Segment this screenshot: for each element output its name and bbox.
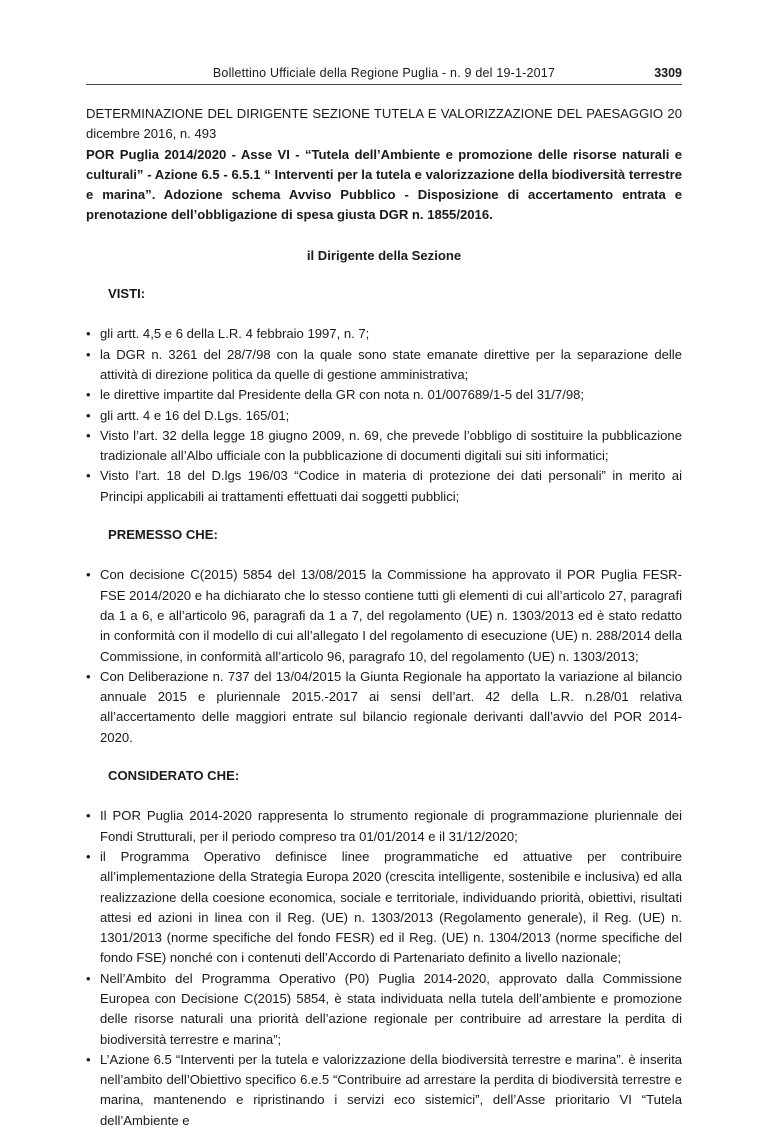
section-label-considerato: CONSIDERATO CHE: [108,768,240,784]
document-body [86,104,682,1131]
page-header [86,60,682,86]
section-label-visti: VISTI: [108,286,146,302]
premesso-list [86,565,682,748]
signatory-title: il Dirigente della Sezione [306,247,462,263]
list-item: • gli artt. 4 e 16 del D.Lgs. 165/01; [86,406,682,426]
list-item: • il Programma Operativo definisce linee programmatiche ed attuative per contribuire all’implementazione della Strategia Europa 2020 (crescita intelligente, sostenibile e inclusiva) ed alla realizzazione della coesione economica, sociale e territoriale, individuando priorità, obiettivi, risultati attesi ed azioni in linea con il Reg. (UE) n. 1303/2013 (Regolamento generale), il Reg. (UE) n. 1301/2013 (norme specifiche del fondo FESR) ed il Reg. (UE) n. 1304/2013 (norme specifiche del fondo FSE) nonché con i contenuti dell’Accordo di Partenariato definito a livello nazionale; [86,847,682,969]
list-item: • la DGR n. 3261 del 28/7/98 con la quale sono state emanate direttive per la separazione delle attività di direzione politica da quelle di gestione amministrativa; [86,345,682,386]
document-heading: DETERMINAZIONE DEL DIRIGENTE SEZIONE TUTELA E VALORIZZAZIONE DEL PAESAGGIO 20 dicembre 2016, n. 493 [86,106,682,142]
list-item: • Visto l’art. 18 del D.lgs 196/03 “Codice in materia di protezione dei dati personali” in merito ai Principi applicabili ai trattamenti effettuati dai soggetti pubblici; [86,466,682,507]
list-item: • gli artt. 4,5 e 6 della L.R. 4 febbraio 1997, n. 7; [86,324,682,344]
visti-list [86,324,682,507]
header-divider [86,84,682,85]
considerato-list [86,806,682,1131]
list-item: • Nell’Ambito del Programma Operativo (P0) Puglia 2014-2020, approvato dalla Commissione Europea con Decisione C(2015) 5854, è stata individuata nella tutela dell’ambiente e promozione delle risorse naturali una priorità dell’azione regionale per contribuire ad arrestare la perdita di biodiversità terrestre e marina”; [86,969,682,1050]
list-item: • Il POR Puglia 2014-2020 rappresenta lo strumento regionale di programmazione pluriennale dei Fondi Strutturali, per il periodo compreso tra 01/01/2014 e il 31/12/2020; [86,806,682,847]
section-label-premesso: PREMESSO CHE: [108,527,218,543]
list-item: • Visto l’art. 32 della legge 18 giugno 2009, n. 69, che prevede l’obbligo di sostituire la pubblicazione tradizionale all’Albo ufficiale con la pubblicazione di documenti digitali sui siti informatici; [86,426,682,467]
list-item: • L’Azione 6.5 “Interventi per la tutela e valorizzazione della biodiversità terrestre e marina”. è inserita nell’ambito dell’Obiettivo specifico 6.e.5 “Contribuire ad arrestare la perdita di biodiversità terrestre e marina, mantenendo e ripristinando i servizi eco sistemici”, dell’Asse prioritario VI “Tutela dell’Ambiente e [86,1050,682,1131]
page-number: 3309 [654,66,682,80]
list-item: • le direttive impartite dal Presidente della GR con nota n. 01/007689/1-5 del 31/7/98; [86,385,682,405]
list-item: • Con Deliberazione n. 737 del 13/04/2015 la Giunta Regionale ha apportato la variazione al bilancio annuale 2015 e pluriennale 2015.-2017 ai sensi dell’art. 42 della L.R. n.28/01 relativa all’accertamento delle maggiori entrate sul bilancio regionale derivanti dall’avvio del POR 2014-2020. [86,667,682,748]
list-item: • Con decisione C(2015) 5854 del 13/08/2015 la Commissione ha approvato il POR Puglia FESR-FSE 2014/2020 e ha dichiarato che lo stesso contiene tutti gli elementi di cui all’articolo 27, paragrafi da 1 a 6, e all’articolo 96, paragrafi da 1 a 7, del regolamento (UE) n. 1303/2013 ed è stato redatto in conformità con il modello di cui all’allegato I del regolamento di esecuzione (UE) n. 288/2014 della Commissione, in conformità all’articolo 96, paragrafo 10, del regolamento (UE) n. 1303/2013; [86,565,682,666]
bulletin-title: Bollettino Ufficiale della Regione Puglia - n. 9 del 19-1-2017 [212,66,556,80]
document-subject: POR Puglia 2014/2020 - Asse VI - “Tutela dell’Ambiente e promozione delle risorse naturali e culturali” - Azione 6.5 - 6.5.1 “ Interventi per la tutela e valorizzazione della biodiversità terrestre e marina”. Adozione schema Avviso Pubblico - Disposizione di accertamento entrata e prenotazione dell’obbligazione di spesa giusta DGR n. 1855/2016. [86,146,682,223]
